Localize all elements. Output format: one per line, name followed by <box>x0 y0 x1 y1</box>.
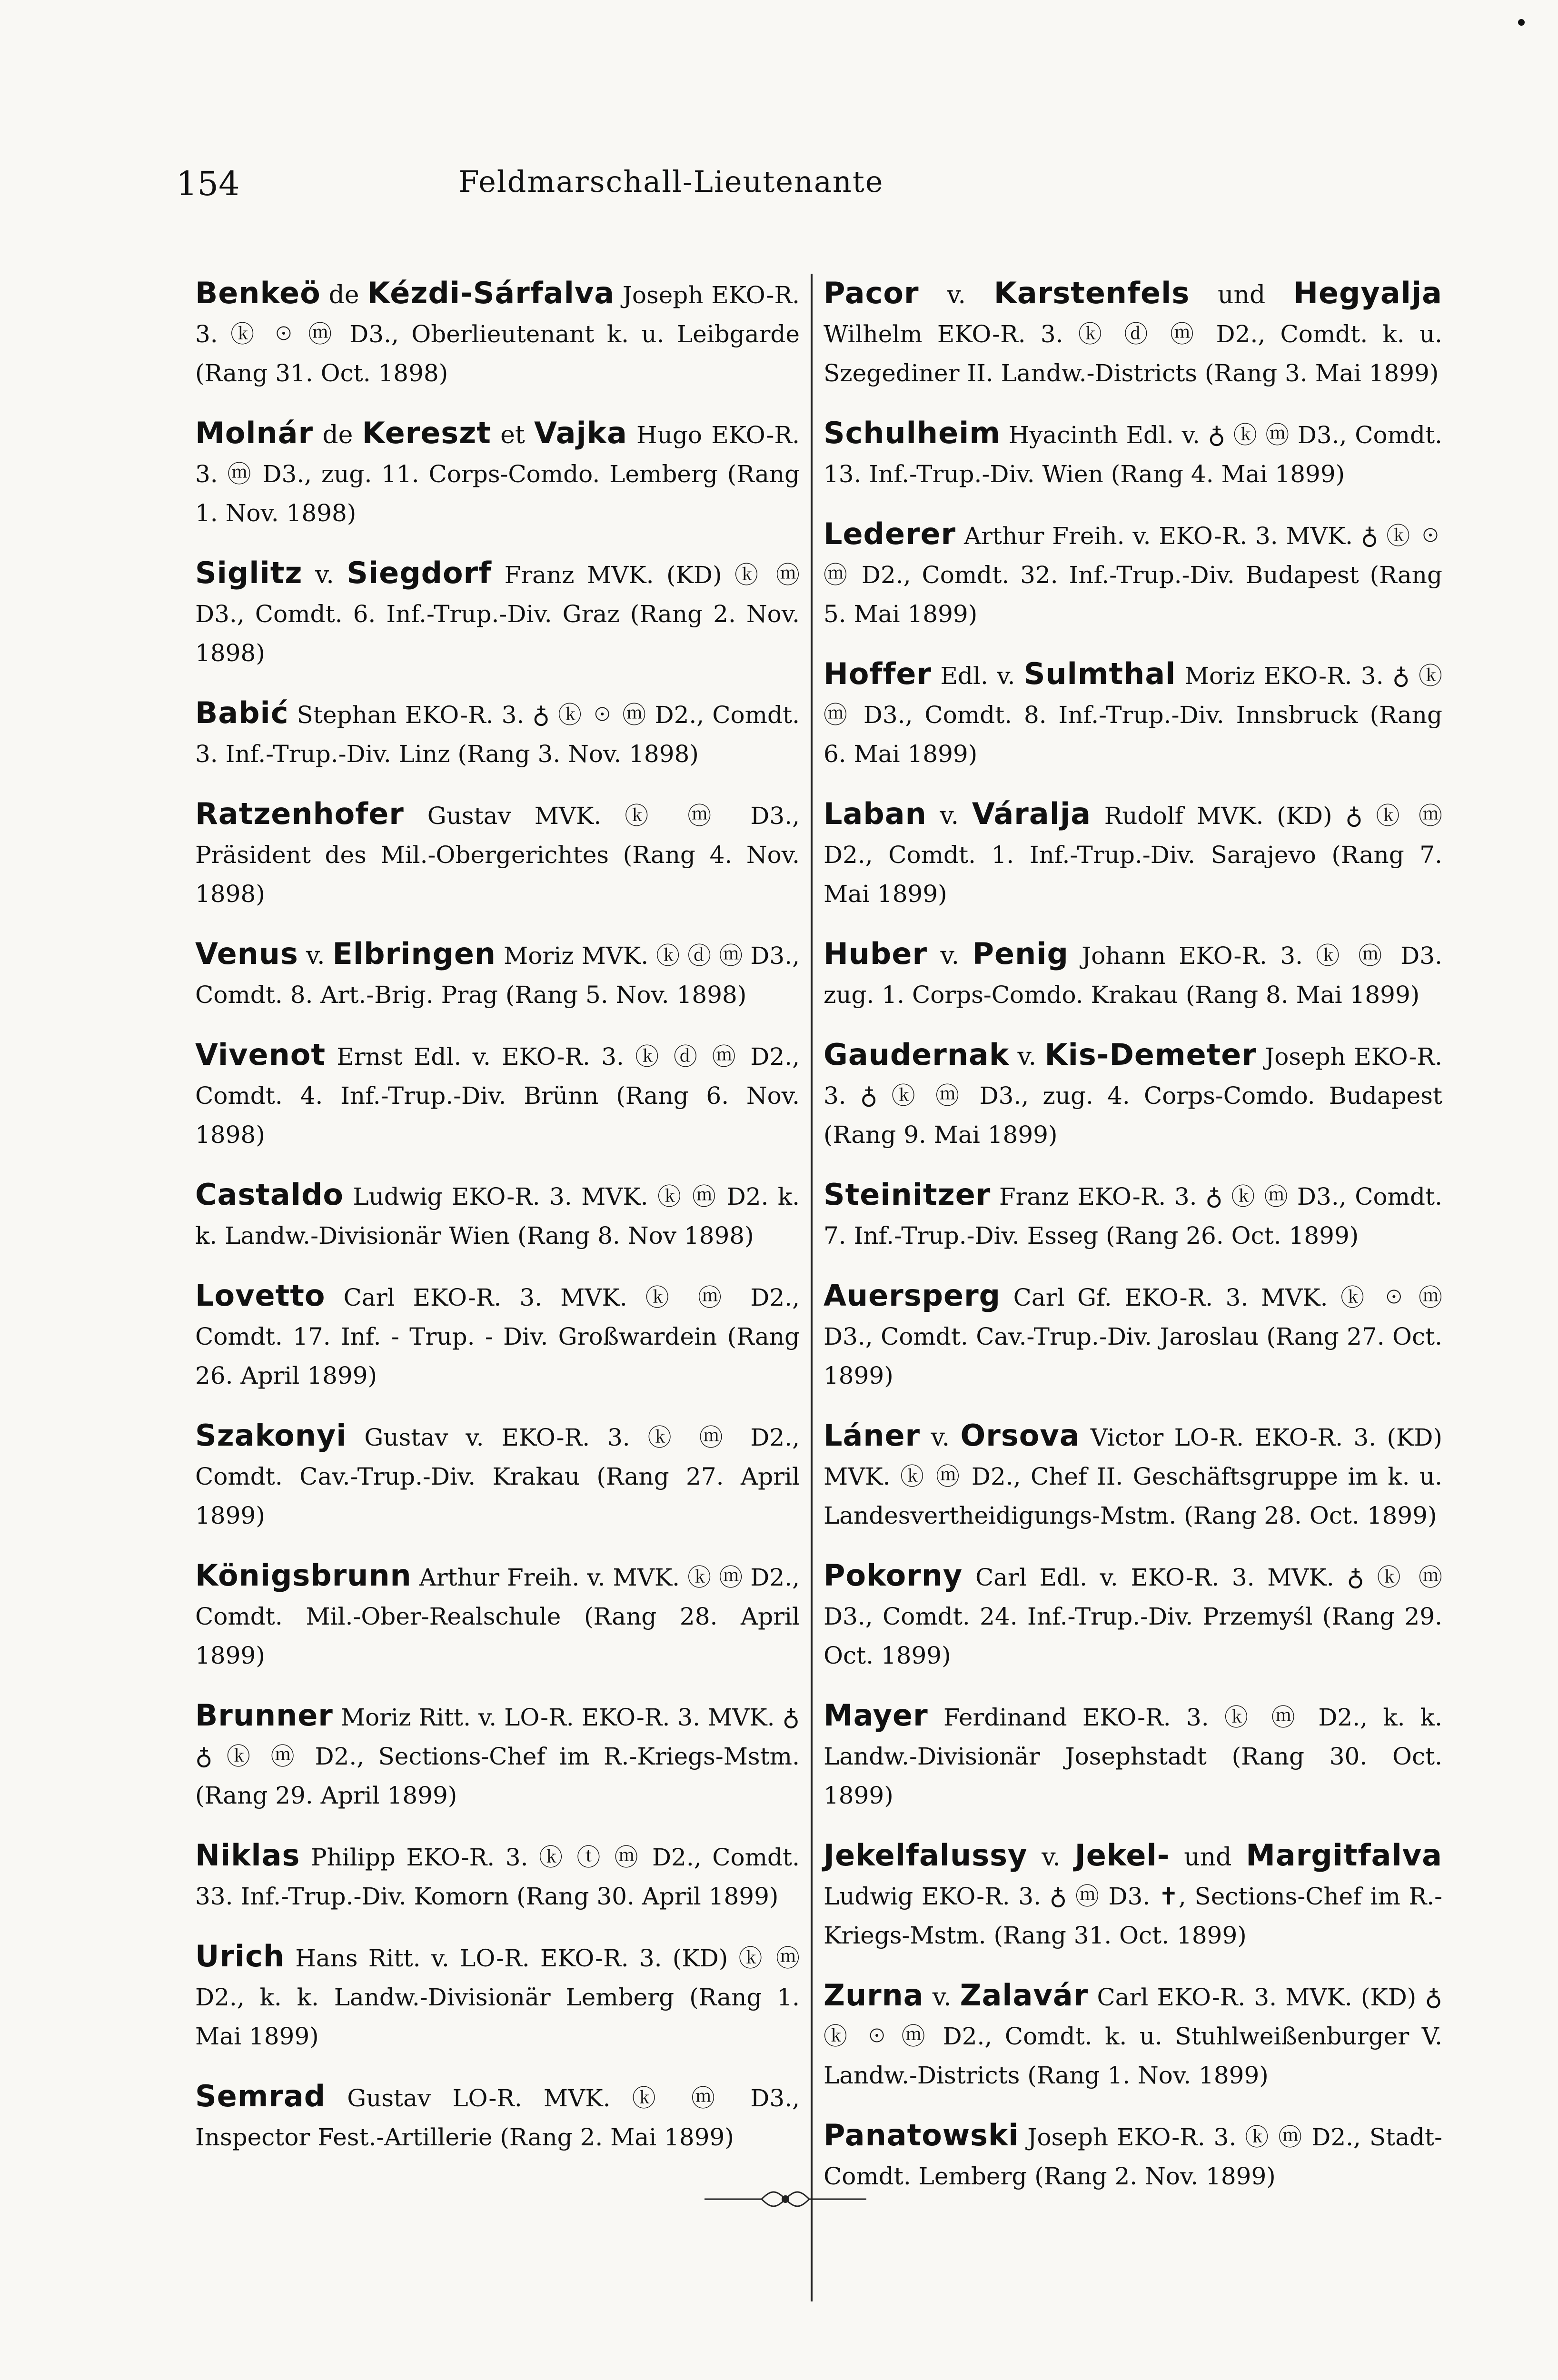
register-entry: Láner v. Orsova Victor LO-R. EKO-R. 3. (KD) MVK. ⓚ ⓜ D2., Chef II. Geschäftsgruppe im k. u. Landesvertheidigungs-Mstm. (Rang 28. Oct. 1899) <box>824 1418 1442 1529</box>
register-entry: Castaldo Ludwig EKO-R. 3. MVK. ⓚ ⓜ D2. k. k. Landw.-Divisionär Wien (Rang 8. Nov 1898) <box>195 1177 800 1250</box>
register-entry: Niklas Philipp EKO-R. 3. ⓚ ⓣ ⓜ D2., Comdt. 33. Inf.-Trup.-Div. Komorn (Rang 30. April 1899) <box>195 1838 800 1910</box>
left-column <box>195 274 800 2178</box>
page-header <box>176 164 1414 217</box>
register-entry: Jekelfalussy v. Jekel- und Margitfalva Ludwig EKO-R. 3. ♁ ⓜ D3. ✝, Sections-Chef im R.-Kriegs-Mstm. (Rang 31. Oct. 1899) <box>824 1838 1442 1949</box>
register-entry: Huber v. Penig Johann EKO-R. 3. ⓚ ⓜ D3. zug. 1. Corps-Comdo. Krakau (Rang 8. Mai 1899) <box>824 936 1442 1009</box>
column-divider <box>811 274 813 2301</box>
register-entry: Zurna v. Zalavár Carl EKO-R. 3. MVK. (KD) ♁ ⓚ ☉ ⓜ D2., Comdt. k. u. Stuhlweißenburger V. Landw.-Districts (Rang 1. Nov. 1899) <box>824 1978 1442 2089</box>
right-column <box>824 274 1442 2217</box>
register-entry: Steinitzer Franz EKO-R. 3. ♁ ⓚ ⓜ D3., Comdt. 7. Inf.-Trup.-Div. Esseg (Rang 26. Oct. 1899) <box>824 1177 1442 1250</box>
register-entry: Pacor v. Karstenfels und Hegyalja Wilhelm EKO-R. 3. ⓚ ⓓ ⓜ D2., Comdt. k. u. Szegediner II. Landw.-Districts (Rang 3. Mai 1899) <box>824 276 1442 387</box>
register-entry: Hoffer Edl. v. Sulmthal Moriz EKO-R. 3. ♁ ⓚ ⓜ D3., Comdt. 8. Inf.-Trup.-Div. Innsbruck (Rang 6. Mai 1899) <box>824 656 1442 768</box>
register-entry: Königsbrunn Arthur Freih. v. MVK. ⓚ ⓜ D2., Comdt. Mil.-Ober-Realschule (Rang 28. April 1899) <box>195 1558 800 1669</box>
register-entry: Lovetto Carl EKO-R. 3. MVK. ⓚ ⓜ D2., Comdt. 17. Inf. - Trup. - Div. Großwardein (Rang 26. April 1899) <box>195 1278 800 1389</box>
register-entry: Panatowski Joseph EKO-R. 3. ⓚ ⓜ D2., Stadt-Comdt. Lemberg (Rang 2. Nov. 1899) <box>824 2118 1442 2190</box>
register-entry: Brunner Moriz Ritt. v. LO-R. EKO-R. 3. MVK. ♁ ♁ ⓚ ⓜ D2., Sections-Chef im R.-Kriegs-Mstm. (Rang 29. April 1899) <box>195 1698 800 1809</box>
running-title: Feldmarschall-Lieutenante <box>458 164 884 199</box>
register-entry: Mayer Ferdinand EKO-R. 3. ⓚ ⓜ D2., k. k. Landw.-Divisionär Josephstadt (Rang 30. Oct. 1899) <box>824 1698 1442 1809</box>
register-entry: Vivenot Ernst Edl. v. EKO-R. 3. ⓚ ⓓ ⓜ D2., Comdt. 4. Inf.-Trup.-Div. Brünn (Rang 6. Nov. 1898) <box>195 1037 800 1149</box>
register-entry: Venus v. Elbringen Moriz MVK. ⓚ ⓓ ⓜ D3., Comdt. 8. Art.-Brig. Prag (Rang 5. Nov. 1898) <box>195 936 800 1009</box>
ink-speck <box>1518 19 1525 26</box>
register-entry: Lederer Arthur Freih. v. EKO-R. 3. MVK. ♁ ⓚ ☉ ⓜ D2., Comdt. 32. Inf.-Trup.-Div. Budapest (Rang 5. Mai 1899) <box>824 516 1442 628</box>
register-entry: Schulheim Hyacinth Edl. v. ♁ ⓚ ⓜ D3., Comdt. 13. Inf.-Trup.-Div. Wien (Rang 4. Mai 1899) <box>824 416 1442 488</box>
page-number: 154 <box>176 164 240 203</box>
register-entry: Auersperg Carl Gf. EKO-R. 3. MVK. ⓚ ☉ ⓜ D3., Comdt. Cav.-Trup.-Div. Jaroslau (Rang 27. Oct. 1899) <box>824 1278 1442 1389</box>
register-entry: Gaudernak v. Kis-Demeter Joseph EKO-R. 3. ♁ ⓚ ⓜ D3., zug. 4. Corps-Comdo. Budapest (Rang 9. Mai 1899) <box>824 1037 1442 1149</box>
register-entry: Semrad Gustav LO-R. MVK. ⓚ ⓜ D3., Inspector Fest.-Artillerie (Rang 2. Mai 1899) <box>195 2079 800 2151</box>
register-entry: Molnár de Kereszt et Vajka Hugo EKO-R. 3. ⓜ D3., zug. 11. Corps-Comdo. Lemberg (Rang 1. Nov. 1898) <box>195 416 800 527</box>
register-entry: Babić Stephan EKO-R. 3. ♁ ⓚ ☉ ⓜ D2., Comdt. 3. Inf.-Trup.-Div. Linz (Rang 3. Nov. 1898) <box>195 695 800 768</box>
register-entry: Laban v. Váralja Rudolf MVK. (KD) ♁ ⓚ ⓜ D2., Comdt. 1. Inf.-Trup.-Div. Sarajevo (Rang 7. Mai 1899) <box>824 796 1442 908</box>
register-entry: Ratzenhofer Gustav MVK. ⓚ ⓜ D3., Präsident des Mil.-Obergerichtes (Rang 4. Nov. 1898) <box>195 796 800 908</box>
register-entry: Szakonyi Gustav v. EKO-R. 3. ⓚ ⓜ D2., Comdt. Cav.-Trup.-Div. Krakau (Rang 27. April 1899) <box>195 1418 800 1529</box>
register-entry: Pokorny Carl Edl. v. EKO-R. 3. MVK. ♁ ⓚ ⓜ D3., Comdt. 24. Inf.-Trup.-Div. Przemyśl (Rang 29. Oct. 1899) <box>824 1558 1442 1669</box>
register-entry: Urich Hans Ritt. v. LO-R. EKO-R. 3. (KD) ⓚ ⓜ D2., k. k. Landw.-Divisionär Lemberg (Rang 1. Mai 1899) <box>195 1939 800 2050</box>
end-ornament <box>705 2185 866 2213</box>
register-entry: Benkeö de Kézdi-Sárfalva Joseph EKO-R. 3. ⓚ ☉ ⓜ D3., Oberlieutenant k. u. Leibgarde (Rang 31. Oct. 1898) <box>195 276 800 387</box>
register-entry: Siglitz v. Siegdorf Franz MVK. (KD) ⓚ ⓜ D3., Comdt. 6. Inf.-Trup.-Div. Graz (Rang 2. Nov. 1898) <box>195 555 800 667</box>
